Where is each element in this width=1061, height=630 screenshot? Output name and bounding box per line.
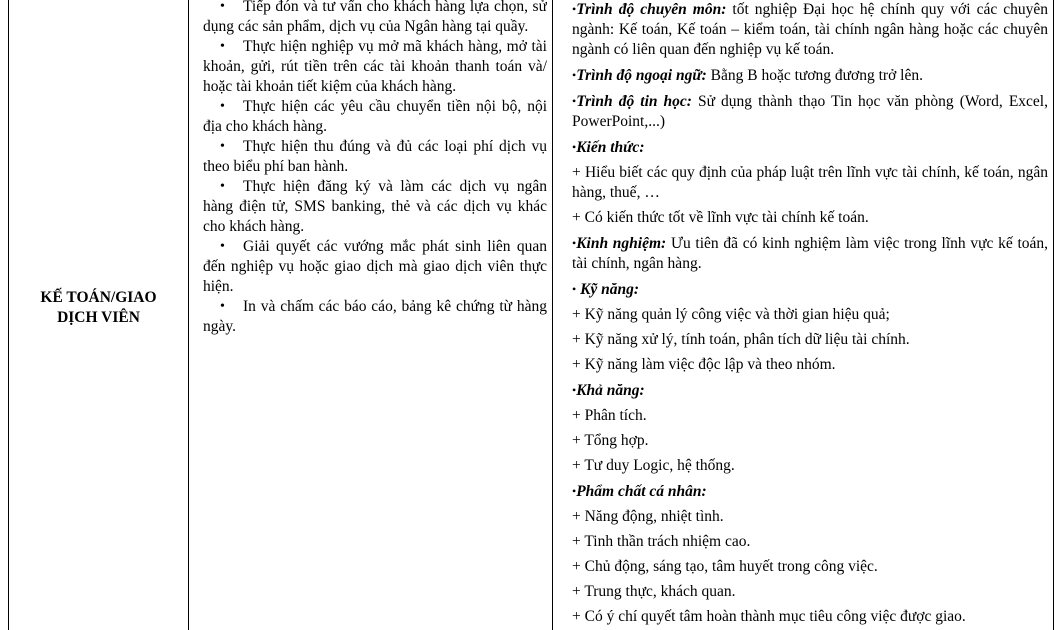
position-title-cell — [9, 0, 188, 630]
language-text: Bằng B hoặc tương đương trở lên. — [706, 67, 923, 84]
skills-label: Kỹ năng: — [580, 281, 640, 298]
bullet-icon: • — [220, 299, 225, 314]
it-requirement — [561, 91, 1048, 132]
bullet-icon: • — [572, 94, 577, 108]
task-text: Thực hiện đăng ký và làm các dịch vụ ngân hàng điện tử, SMS banking, thẻ và các dịch vụ khác cho khách hàng. — [203, 178, 547, 235]
abilities-item: + Phân tích. — [572, 407, 647, 424]
abilities-item: + Tổng hợp. — [572, 432, 649, 449]
experience-text: Ưu tiên đã có kinh nghiệm làm việc trong lĩnh vực kế toán, tài chính, ngân hàng. — [572, 235, 1048, 272]
knowledge-label: Kiến thức: — [576, 139, 645, 156]
table-border-col1 — [188, 0, 189, 630]
task-item — [203, 297, 547, 337]
requirements-cell — [561, 0, 1048, 629]
task-item — [203, 97, 547, 137]
qualities-label: Phẩm chất cá nhân: — [576, 483, 707, 500]
bullet-icon: • — [572, 282, 577, 296]
qualities-item: + Trung thực, khách quan. — [572, 583, 736, 600]
it-text: Sử dụng thành thạo Tin học văn phòng (Word, Excel, PowerPoint,...) — [572, 93, 1048, 130]
qualities-item: + Chủ động, sáng tạo, tâm huyết trong công việc. — [572, 558, 878, 575]
task-item — [203, 237, 547, 297]
bullet-icon: • — [220, 239, 225, 254]
task-text: Giải quyết các vướng mắc phát sinh liên quan đến nghiệp vụ hoặc giao dịch mà giao dịch viên thực hiện. — [203, 238, 547, 295]
table-border-col2 — [552, 0, 553, 630]
education-text: tốt nghiệp Đại học hệ chính quy với các chuyên ngành: Kế toán, Kế toán – kiểm toán, tài chính ngân hàng hoặc các chuyên ngành có liên quan đến nghiệp vụ kế toán. — [572, 1, 1048, 58]
bullet-icon: • — [572, 236, 577, 250]
task-text: Thực hiện thu đúng và đủ các loại phí dịch vụ theo biểu phí ban hành. — [203, 138, 547, 175]
skills-item: + Kỹ năng làm việc độc lập và theo nhóm. — [572, 356, 836, 373]
bullet-icon: • — [220, 99, 225, 114]
language-label: Trình độ ngoại ngữ: — [576, 67, 707, 84]
education-label: Trình độ chuyên môn: — [576, 1, 727, 18]
knowledge-item: + Hiểu biết các quy định của pháp luật trên lĩnh vực tài chính, kế toán, ngân hàng, thuế, … — [572, 164, 1048, 201]
abilities-item: + Tư duy Logic, hệ thống. — [572, 457, 735, 474]
job-tasks-cell — [203, 0, 547, 627]
qualities-item: + Năng động, nhiệt tình. — [572, 508, 724, 525]
bullet-icon: • — [572, 484, 577, 498]
task-item — [203, 137, 547, 177]
bullet-icon: • — [572, 140, 577, 154]
task-item — [203, 37, 547, 97]
bullet-icon: • — [220, 139, 225, 154]
position-title — [40, 288, 156, 328]
experience-requirement — [561, 233, 1048, 274]
skills-heading — [561, 279, 1048, 300]
skills-item: + Kỹ năng xử lý, tính toán, phân tích dữ liệu tài chính. — [572, 331, 910, 348]
task-text: Tiếp đón và tư vấn cho khách hàng lựa chọn, sử dụng các sản phẩm, dịch vụ của Ngân hàng tại quầy. — [203, 0, 547, 35]
abilities-heading — [561, 380, 1048, 401]
bullet-icon: • — [572, 68, 577, 82]
education-requirement — [561, 0, 1048, 60]
bullet-icon: • — [572, 383, 577, 397]
bullet-icon: • — [220, 39, 225, 54]
position-title-line-2: DỊCH VIÊN — [57, 309, 140, 326]
language-requirement — [561, 65, 1048, 86]
table-border-right — [1053, 0, 1054, 630]
knowledge-heading — [561, 137, 1048, 158]
it-label: Trình độ tin học: — [576, 93, 692, 110]
qualities-heading — [561, 481, 1048, 502]
skills-item: + Kỹ năng quản lý công việc và thời gian hiệu quả; — [572, 306, 890, 323]
abilities-label: Khả năng: — [576, 382, 645, 399]
position-title-line-1: KẾ TOÁN/GIAO — [40, 289, 157, 306]
bullet-icon: • — [220, 0, 225, 14]
task-text: Thực hiện các yêu cầu chuyển tiền nội bộ, nội địa cho khách hàng. — [203, 98, 547, 135]
knowledge-item: + Có kiến thức tốt về lĩnh vực tài chính kế toán. — [572, 209, 869, 226]
bullet-icon: • — [220, 179, 225, 194]
experience-label: Kinh nghiệm: — [576, 235, 667, 252]
qualities-item: + Có ý chí quyết tâm hoàn thành mục tiêu công việc được giao. — [572, 608, 966, 625]
bullet-icon: • — [572, 2, 577, 16]
task-text: In và chấm các báo cáo, bảng kê chứng từ hàng ngày. — [203, 298, 547, 335]
task-text: Thực hiện nghiệp vụ mở mã khách hàng, mở tài khoản, gửi, rút tiền trên các tài khoản thanh toán và/ hoặc tài khoản tiết kiệm của khách hàng. — [203, 38, 547, 95]
task-item — [203, 0, 547, 37]
task-item — [203, 177, 547, 237]
qualities-item: + Tinh thần trách nhiệm cao. — [572, 533, 751, 550]
